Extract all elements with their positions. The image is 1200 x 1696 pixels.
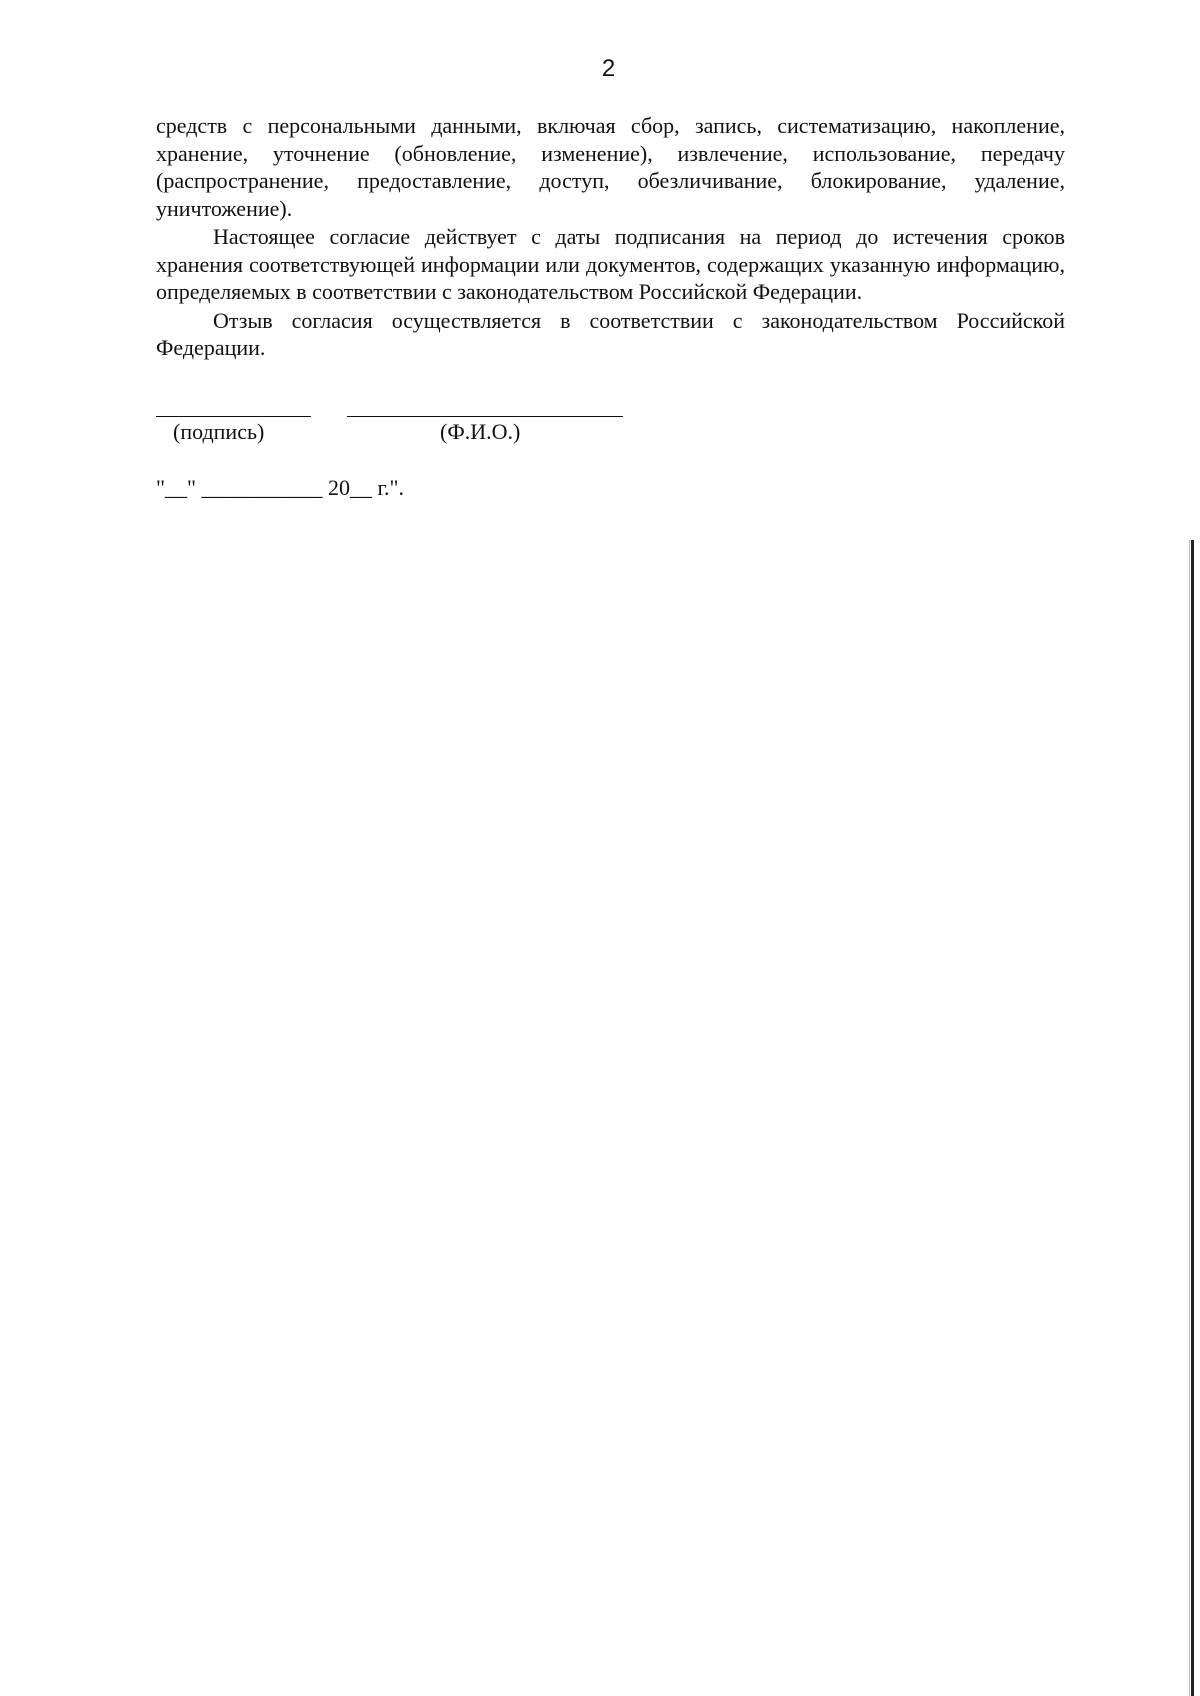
- paragraph-consent-withdrawal: Отзыв согласия осуществляется в соответствии с законодательством Российской Федерации.: [156, 307, 1065, 360]
- page-number: 2: [601, 55, 616, 82]
- signature-caption: (подпись): [173, 419, 265, 444]
- body-text: [156, 112, 1065, 362]
- signature-block: [156, 400, 756, 460]
- date-line: "__" ___________ 20__ г.".: [156, 475, 404, 500]
- scan-edge-line: [1191, 540, 1194, 1696]
- paragraph-processing-actions: средств с персональными данными, включая сбор, запись, систематизацию, накопление, хранение, уточнение (обновление, изменение), извлечение, использование, передачу (распространение, предоставление, доступ, обезличивание, блокирование, удаление, уничтожение).: [156, 113, 1065, 221]
- paragraph-consent-validity: Настоящее согласие действует с даты подписания на период до истечения сроков хранения соответствующей информации или документов, содержащих указанную информацию, определяемых в соответствии с законодательством Российской Федерации.: [156, 224, 1065, 304]
- full-name-caption: (Ф.И.О.): [440, 419, 521, 444]
- full-name-line: [347, 416, 623, 417]
- signature-line: [156, 416, 311, 417]
- scan-edge-shadow: [1189, 540, 1190, 1696]
